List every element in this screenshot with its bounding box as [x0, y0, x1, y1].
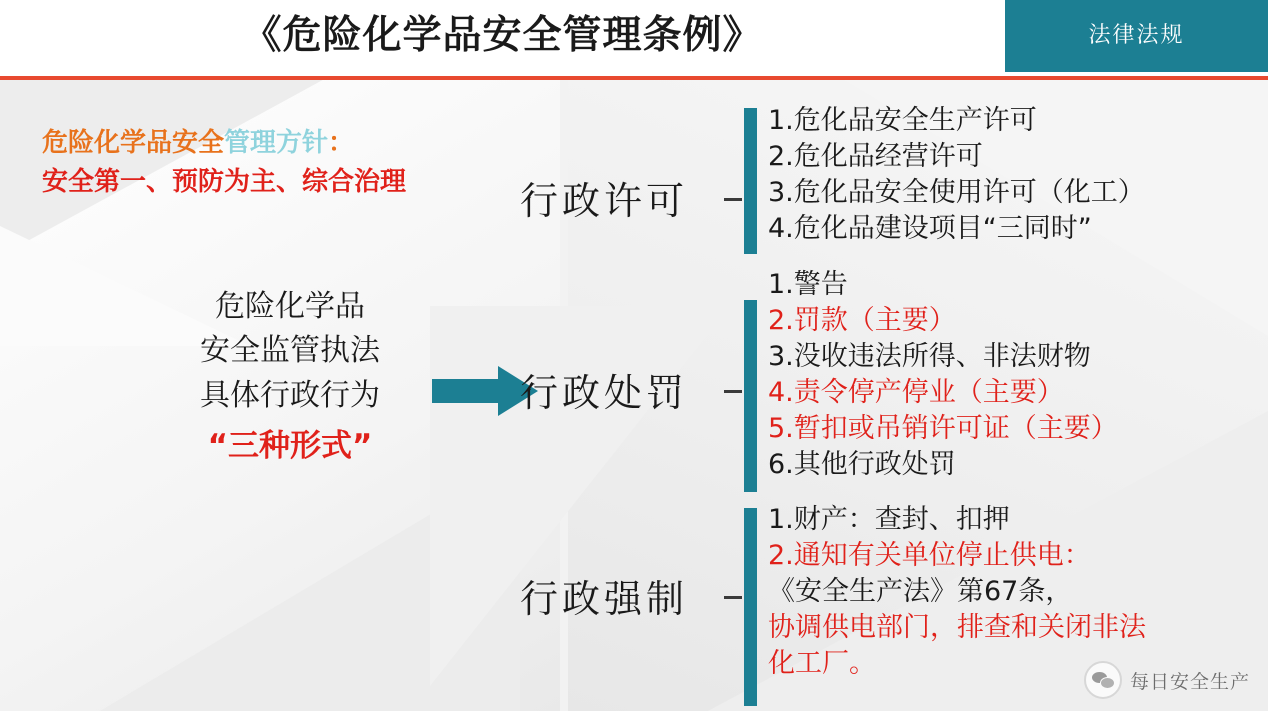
list-item: 1.危化品安全生产许可 [768, 105, 1037, 136]
wechat-icon [1084, 661, 1122, 699]
connector-dash [724, 390, 742, 393]
list-permit [768, 103, 1260, 247]
list-item: 化工厂。 [768, 647, 876, 679]
list-item: 1.财产：查封、扣押 [768, 504, 1010, 535]
list-item: 5.暂扣或吊销许可证（主要） [768, 412, 1118, 444]
bracket-coercion [744, 508, 757, 706]
category-label-permit: 行政许可 [520, 179, 689, 223]
list-item: 6.其他行政处罚 [768, 448, 956, 480]
list-penalty [768, 267, 1260, 482]
list-item: 《安全生产法》第67条， [768, 575, 1073, 607]
list-coercion [768, 502, 1260, 682]
list-item: 1.警告 [768, 269, 848, 300]
connector-dash [724, 596, 742, 599]
policy-line-1 [42, 126, 512, 161]
policy-statement [42, 126, 512, 200]
category-label-coercion: 行政强制 [520, 577, 689, 621]
slide-header [0, 0, 1268, 80]
connector-dash [724, 198, 742, 201]
page-title: 《危险化学品安全管理条例》 [242, 13, 763, 58]
list-item: 2.危化品经营许可 [768, 140, 983, 172]
list-item: 2.罚款（主要） [768, 304, 956, 336]
list-item: 2.通知有关单位停止供电： [768, 539, 1091, 571]
list-item: 3.没收违法所得、非法财物 [768, 340, 1091, 372]
bracket-penalty [744, 300, 757, 492]
header-category-badge: 法律法规 [1005, 0, 1268, 72]
subject-line-1: 危险化学品 [215, 289, 365, 324]
policy-highlight: 管理方针 [224, 128, 329, 158]
policy-colon: ： [328, 128, 355, 158]
list-item: 4.责令停产停业（主要） [768, 376, 1064, 408]
list-item: 协调供电部门，排查和关闭非法 [768, 611, 1146, 643]
arrow-shaft [432, 379, 500, 403]
subject-line-3: 具体行政行为 [200, 377, 380, 413]
subject-block [140, 285, 440, 470]
bracket-permit [744, 108, 757, 254]
watermark-label: 每日安全生产 [1129, 670, 1250, 693]
subject-line-2: 安全监管执法 [200, 333, 380, 369]
subject-quote: “三种形式” [207, 428, 373, 465]
watermark [1084, 661, 1250, 699]
list-item: 3.危化品安全使用许可（化工） [768, 176, 1145, 208]
policy-line-2: 安全第一、预防为主、综合治理 [42, 167, 407, 198]
category-label-penalty: 行政处罚 [520, 371, 689, 415]
list-item: 4.危化品建设项目“三同时” [768, 212, 1092, 244]
policy-prefix: 危险化学品安全 [42, 128, 225, 158]
